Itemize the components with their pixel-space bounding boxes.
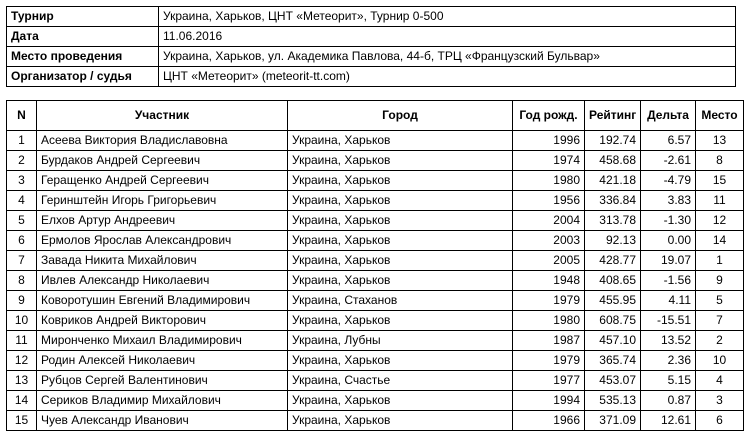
info-key: Место проведения xyxy=(7,47,159,67)
cell-city: Украина, Харьков xyxy=(288,211,513,231)
cell-number: 11 xyxy=(7,331,37,351)
cell-delta: 5.15 xyxy=(641,371,696,391)
cell-delta: 6.57 xyxy=(641,131,696,151)
cell-number: 1 xyxy=(7,131,37,151)
cell-delta: -1.30 xyxy=(641,211,696,231)
cell-city: Украина, Харьков xyxy=(288,271,513,291)
cell-participant: Завада Никита Михайлович xyxy=(37,251,288,271)
info-value: Украина, Харьков, ЦНТ «Метеорит», Турнир 0-500 xyxy=(159,7,736,27)
cell-participant: Чуев Александр Иванович xyxy=(37,411,288,431)
cell-participant: Геращенко Андрей Сергеевич xyxy=(37,171,288,191)
cell-delta: 12.61 xyxy=(641,411,696,431)
cell-place: 6 xyxy=(696,411,744,431)
cell-participant: Миронченко Михаил Владимирович xyxy=(37,331,288,351)
cell-delta: 0.00 xyxy=(641,231,696,251)
cell-rating: 457.10 xyxy=(585,331,641,351)
cell-birth-year: 1996 xyxy=(513,131,585,151)
table-row xyxy=(7,251,744,271)
cell-birth-year: 1966 xyxy=(513,411,585,431)
cell-rating: 313.78 xyxy=(585,211,641,231)
cell-birth-year: 1948 xyxy=(513,271,585,291)
table-row xyxy=(7,131,744,151)
cell-number: 5 xyxy=(7,211,37,231)
cell-participant: Родин Алексей Николаевич xyxy=(37,351,288,371)
table-row xyxy=(7,391,744,411)
cell-place: 10 xyxy=(696,351,744,371)
cell-rating: 535.13 xyxy=(585,391,641,411)
cell-place: 11 xyxy=(696,191,744,211)
cell-number: 14 xyxy=(7,391,37,411)
table-row xyxy=(7,171,744,191)
cell-participant: Сериков Владимир Михайлович xyxy=(37,391,288,411)
cell-rating: 192.74 xyxy=(585,131,641,151)
cell-delta: -1.56 xyxy=(641,271,696,291)
cell-rating: 336.84 xyxy=(585,191,641,211)
cell-birth-year: 1980 xyxy=(513,311,585,331)
cell-number: 8 xyxy=(7,271,37,291)
cell-birth-year: 2003 xyxy=(513,231,585,251)
cell-place: 8 xyxy=(696,151,744,171)
cell-delta: 3.83 xyxy=(641,191,696,211)
cell-participant: Коворотушин Евгений Владимирович xyxy=(37,291,288,311)
cell-city: Украина, Харьков xyxy=(288,151,513,171)
cell-number: 7 xyxy=(7,251,37,271)
table-row xyxy=(7,331,744,351)
cell-place: 4 xyxy=(696,371,744,391)
results-header-row xyxy=(7,101,744,131)
cell-rating: 92.13 xyxy=(585,231,641,251)
table-row xyxy=(7,231,744,251)
info-key: Турнир xyxy=(7,7,159,27)
cell-number: 15 xyxy=(7,411,37,431)
info-value: 11.06.2016 xyxy=(159,27,736,47)
cell-number: 13 xyxy=(7,371,37,391)
cell-delta: 4.11 xyxy=(641,291,696,311)
tournament-info-table xyxy=(6,6,736,87)
table-row xyxy=(7,191,744,211)
cell-delta: -2.61 xyxy=(641,151,696,171)
info-row-venue xyxy=(7,47,736,67)
table-row xyxy=(7,311,744,331)
cell-place: 5 xyxy=(696,291,744,311)
cell-place: 15 xyxy=(696,171,744,191)
cell-participant: Рубцов Сергей Валентинович xyxy=(37,371,288,391)
cell-delta: -15.51 xyxy=(641,311,696,331)
cell-city: Украина, Стаханов xyxy=(288,291,513,311)
cell-number: 10 xyxy=(7,311,37,331)
column-header-rating: Рейтинг xyxy=(585,101,641,131)
cell-city: Украина, Харьков xyxy=(288,171,513,191)
column-header-place: Место xyxy=(696,101,744,131)
cell-participant: Геринштейн Игорь Григорьевич xyxy=(37,191,288,211)
cell-number: 12 xyxy=(7,351,37,371)
column-header-number: N xyxy=(7,101,37,131)
cell-birth-year: 1974 xyxy=(513,151,585,171)
cell-city: Украина, Харьков xyxy=(288,391,513,411)
cell-rating: 455.95 xyxy=(585,291,641,311)
cell-number: 6 xyxy=(7,231,37,251)
cell-city: Украина, Харьков xyxy=(288,351,513,371)
info-row-date xyxy=(7,27,736,47)
cell-birth-year: 1979 xyxy=(513,351,585,371)
cell-participant: Ивлев Александр Николаевич xyxy=(37,271,288,291)
table-row xyxy=(7,211,744,231)
table-row xyxy=(7,411,744,431)
results-body xyxy=(7,131,744,431)
cell-delta: 0.87 xyxy=(641,391,696,411)
cell-birth-year: 2005 xyxy=(513,251,585,271)
cell-delta: -4.79 xyxy=(641,171,696,191)
cell-birth-year: 1979 xyxy=(513,291,585,311)
table-row xyxy=(7,271,744,291)
cell-city: Украина, Харьков xyxy=(288,191,513,211)
cell-participant: Ковриков Андрей Викторович xyxy=(37,311,288,331)
cell-place: 3 xyxy=(696,391,744,411)
column-header-birth-year: Год рожд. xyxy=(513,101,585,131)
cell-birth-year: 1987 xyxy=(513,331,585,351)
cell-place: 14 xyxy=(696,231,744,251)
cell-delta: 2.36 xyxy=(641,351,696,371)
info-row-organizer xyxy=(7,67,736,87)
cell-rating: 371.09 xyxy=(585,411,641,431)
cell-rating: 428.77 xyxy=(585,251,641,271)
info-key: Дата xyxy=(7,27,159,47)
cell-number: 9 xyxy=(7,291,37,311)
cell-rating: 453.07 xyxy=(585,371,641,391)
cell-participant: Елхов Артур Андреевич xyxy=(37,211,288,231)
info-value: ЦНТ «Метеорит» (meteorit-tt.com) xyxy=(159,67,736,87)
cell-place: 9 xyxy=(696,271,744,291)
cell-place: 2 xyxy=(696,331,744,351)
cell-birth-year: 1994 xyxy=(513,391,585,411)
cell-birth-year: 1977 xyxy=(513,371,585,391)
cell-place: 13 xyxy=(696,131,744,151)
table-row xyxy=(7,351,744,371)
cell-place: 12 xyxy=(696,211,744,231)
cell-delta: 13.52 xyxy=(641,331,696,351)
cell-city: Украина, Харьков xyxy=(288,131,513,151)
info-value: Украина, Харьков, ул. Академика Павлова, 44-б, ТРЦ «Французский Бульвар» xyxy=(159,47,736,67)
column-header-delta: Дельта xyxy=(641,101,696,131)
cell-city: Украина, Лубны xyxy=(288,331,513,351)
table-row xyxy=(7,151,744,171)
cell-participant: Асеева Виктория Владиславовна xyxy=(37,131,288,151)
results-table xyxy=(6,100,744,431)
cell-birth-year: 1956 xyxy=(513,191,585,211)
cell-participant: Ермолов Ярослав Александрович xyxy=(37,231,288,251)
table-row xyxy=(7,371,744,391)
cell-city: Украина, Харьков xyxy=(288,251,513,271)
cell-number: 4 xyxy=(7,191,37,211)
info-key: Организатор / судья xyxy=(7,67,159,87)
column-header-participant: Участник xyxy=(37,101,288,131)
info-row-tournament xyxy=(7,7,736,27)
cell-delta: 19.07 xyxy=(641,251,696,271)
cell-rating: 458.68 xyxy=(585,151,641,171)
cell-city: Украина, Счастье xyxy=(288,371,513,391)
cell-city: Украина, Харьков xyxy=(288,411,513,431)
cell-rating: 608.75 xyxy=(585,311,641,331)
cell-city: Украина, Харьков xyxy=(288,311,513,331)
cell-place: 1 xyxy=(696,251,744,271)
cell-city: Украина, Харьков xyxy=(288,231,513,251)
table-row xyxy=(7,291,744,311)
cell-rating: 421.18 xyxy=(585,171,641,191)
cell-birth-year: 2004 xyxy=(513,211,585,231)
cell-rating: 365.74 xyxy=(585,351,641,371)
cell-number: 2 xyxy=(7,151,37,171)
column-header-city: Город xyxy=(288,101,513,131)
cell-rating: 408.65 xyxy=(585,271,641,291)
cell-participant: Бурдаков Андрей Сергеевич xyxy=(37,151,288,171)
cell-place: 7 xyxy=(696,311,744,331)
cell-birth-year: 1980 xyxy=(513,171,585,191)
cell-number: 3 xyxy=(7,171,37,191)
